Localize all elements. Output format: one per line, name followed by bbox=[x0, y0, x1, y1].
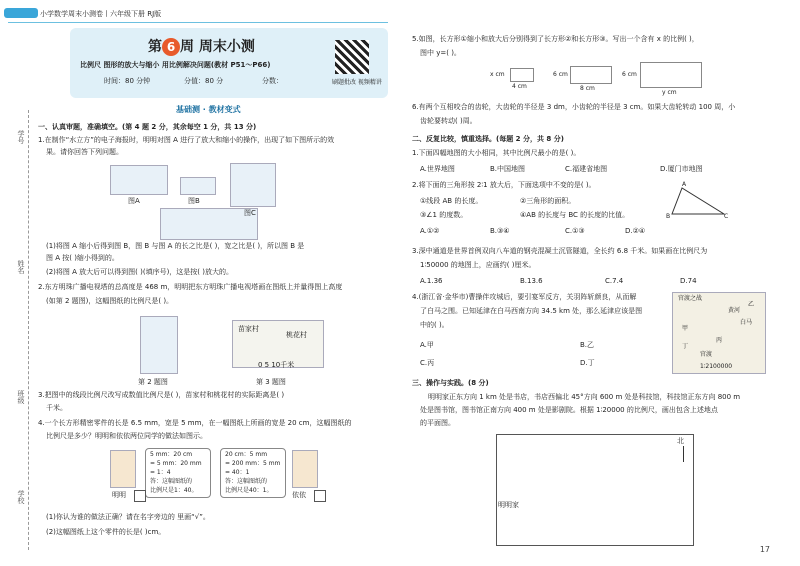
rect2-w: 8 cm bbox=[580, 85, 595, 92]
rect2-h: 6 cm bbox=[553, 71, 568, 78]
work-1: 5 mm：20 cm = 5 mm：20 mm = 1：4 答：这幅图纸的 比例尺是1：40。 bbox=[150, 451, 202, 494]
section-1: 一、认真审题，准确填空。(第 4 题 2 分，其余每空 1 分，共 13 分) bbox=[38, 123, 257, 131]
vertex-a: A bbox=[682, 181, 687, 188]
checkbox-kid2[interactable] bbox=[314, 490, 326, 502]
kid2-avatar bbox=[292, 450, 318, 488]
q1-e: (2)将图 A 放大后可以得到图( )(填序号)，这是按( )放大的。 bbox=[46, 268, 233, 276]
q10-opt-d[interactable]: D.丁 bbox=[580, 359, 595, 367]
logo bbox=[4, 8, 38, 18]
q7: 1.下面四幅地图的大小相同，其中比例尺最小的是( )。 bbox=[412, 149, 581, 157]
q11-a: 明明家正东方向 1 km 处是书店，书店西偏北 45°方向 600 m 处是科技馆，科技馆正东方向 800 m bbox=[428, 393, 741, 401]
vertex-b: B bbox=[666, 213, 671, 220]
q4-d: (2)这幅图纸上这个零件的长是( )cm。 bbox=[46, 528, 166, 536]
topic: 比例尺 图形的放大与缩小 用比例解决问题(教材 P51～P66) bbox=[80, 61, 271, 69]
home-label: 明明家 bbox=[498, 501, 519, 509]
week-title: 第 6 周 周末小测 bbox=[148, 39, 255, 55]
section-3: 三、操作与实践。(8 分) bbox=[412, 379, 489, 387]
label-number: 学号 bbox=[17, 130, 25, 144]
q10-opt-a[interactable]: A.甲 bbox=[420, 341, 434, 349]
q1-b: 果。请你回答下列问题。 bbox=[46, 148, 123, 156]
q3-a: 3.把图中的线段比例尺改写成数值比例尺是( )，苗家村和桃花村的实际距离是( ) bbox=[38, 391, 285, 399]
q1-a: 1.在制作“水立方”的电子海报时，明明对图 A 进行了放大和缩小的操作，出现了如下图所示的效 bbox=[38, 136, 335, 144]
page-number: 17 bbox=[759, 545, 770, 554]
north-arrow-icon bbox=[683, 446, 684, 462]
kid2-name: 依依 bbox=[292, 491, 306, 499]
section-2: 二、反复比较，慎重选择。(每题 2 分，共 8 分) bbox=[412, 135, 564, 143]
q8-opt-a[interactable]: A.①② bbox=[420, 227, 440, 235]
q4-a: 4.一个长方形精密零件的长是 6.5 mm，宽是 5 mm，在一幅图纸上所画的宽是 20 cm，这幅图纸的 bbox=[38, 419, 352, 427]
q1-c: (1)将图 A 缩小后得到图 B，图 B 与图 A 的长之比是( )，宽之比是( )，所以图 B 是 bbox=[46, 242, 305, 250]
q2-b: (如第 2 题图)，这幅图纸的比例尺是( )。 bbox=[46, 297, 174, 305]
label-b: 图B bbox=[188, 197, 200, 205]
q2-a: 2.东方明珠广播电视塔的总高度是 468 m，明明把东方明珠广播电视塔画在图纸上并量得图上高度 bbox=[38, 283, 343, 291]
q9-opt-b[interactable]: B.13.6 bbox=[520, 277, 543, 285]
rect3-w: y cm bbox=[662, 89, 677, 96]
work-2: 20 cm：5 mm = 200 mm：5 mm = 40：1 答：这幅图纸的 比例尺是40：1。 bbox=[225, 451, 281, 494]
place-guandu: 官渡 bbox=[700, 351, 713, 358]
section-basic: 基础测 · 教材变式 bbox=[176, 105, 241, 114]
figure-b bbox=[180, 177, 216, 195]
qr-code-icon[interactable] bbox=[335, 40, 369, 74]
q9-a: 3.深中通道是世界首例双向八车道的钢壳混凝土沉管隧道，全长约 6.8 千米。如果画在比例尺为 bbox=[412, 247, 708, 255]
kid1-name: 明明 bbox=[112, 491, 126, 499]
rect-3 bbox=[640, 62, 702, 88]
rect1-h: x cm bbox=[490, 71, 505, 78]
q7-opt-a[interactable]: A.世界地图 bbox=[420, 165, 455, 173]
place-baima: 白马 bbox=[740, 319, 753, 326]
rect-2 bbox=[570, 66, 612, 84]
map-scale: 1∶2100000 bbox=[700, 363, 733, 370]
figure-c bbox=[230, 163, 276, 207]
header-title: 小学数学周末小测卷丨六年级下册 RJ版 bbox=[40, 10, 162, 18]
cut-line bbox=[28, 110, 29, 550]
q3-b: 千米。 bbox=[46, 404, 67, 412]
fig3-caption: 第 3 题图 bbox=[256, 378, 286, 386]
q9-b: 1∶50000 的地图上，应画约( )厘米。 bbox=[420, 261, 536, 269]
village-b: 桃花村 bbox=[286, 331, 307, 339]
rect-1 bbox=[510, 68, 534, 82]
q10-c: 中的( )。 bbox=[420, 321, 449, 329]
scale-bar: 0 5 10千米 bbox=[258, 361, 295, 369]
north-label: 北 bbox=[677, 437, 684, 445]
q8: 2.将下面的三角形按 2∶1 放大后，下面选项中不变的是( )。 bbox=[412, 181, 596, 189]
place-bing: 丙 bbox=[716, 337, 723, 344]
q10-a: 4.(浙江省·金华市)曹操伴攻城后，要引宴军反方，关羽阵斩颜良，从而解 bbox=[412, 293, 637, 301]
place-yi: 乙 bbox=[748, 301, 755, 308]
q10-opt-c[interactable]: C.丙 bbox=[420, 359, 435, 367]
q4-b: 比例尺是多少？明明和依依两位同学的做法如图示。 bbox=[46, 432, 207, 440]
map-title: 官渡之战 bbox=[678, 295, 703, 302]
village-a: 苗家村 bbox=[238, 325, 259, 333]
drawing-area[interactable] bbox=[496, 434, 694, 546]
triangle-figure bbox=[668, 182, 732, 222]
q8-item-2: ②三角形的面积。 bbox=[520, 197, 576, 205]
q11-c: 的平面图。 bbox=[420, 419, 455, 427]
kid1-avatar bbox=[110, 450, 136, 488]
q5-a: 5.如图，长方形①缩小和放大后分别得到了长方形②和长方形③。写出一个含有 x 的比例( )， bbox=[412, 35, 699, 43]
q5-b: 图中 y=( )。 bbox=[420, 49, 461, 57]
figure-2 bbox=[140, 316, 178, 374]
fig2-caption: 第 2 题图 bbox=[138, 378, 168, 386]
q7-opt-b[interactable]: B.中国地图 bbox=[490, 165, 526, 173]
q7-opt-c[interactable]: C.福建省地图 bbox=[565, 165, 608, 173]
q10-opt-b[interactable]: B.乙 bbox=[580, 341, 595, 349]
q4-c: (1)你认为谁的做法正确？请在名字旁边的 里画“√”。 bbox=[46, 513, 210, 521]
figure-a bbox=[110, 165, 168, 195]
score: 分值：80 分 bbox=[184, 77, 224, 85]
rect3-h: 6 cm bbox=[622, 71, 637, 78]
q6-b: 齿轮要转动( )周。 bbox=[420, 117, 477, 125]
q9-opt-d[interactable]: D.74 bbox=[680, 277, 697, 285]
label-class: 班级 bbox=[17, 390, 25, 404]
vertex-c: C bbox=[724, 213, 729, 220]
q8-item-3: ③∠1 的度数。 bbox=[420, 211, 468, 219]
result: 分数： bbox=[262, 77, 283, 85]
label-name: 姓名 bbox=[17, 260, 25, 274]
q9-opt-c[interactable]: C.7.4 bbox=[605, 277, 624, 285]
checkbox-kid1[interactable] bbox=[134, 490, 146, 502]
q1-d: 图 A 按( )缩小得到的。 bbox=[46, 254, 119, 262]
q8-item-1: ①线段 AB 的长度。 bbox=[420, 197, 483, 205]
q8-opt-b[interactable]: B.③④ bbox=[490, 227, 510, 235]
q10-b: 了白马之围。已知延津在白马西南方向 34.5 km 处，那么延津应该是图 bbox=[420, 307, 643, 315]
q11-b: 处是图书馆，图书馆正南方向 400 m 处是影剧院。根据 1∶20000 的比例尺，画出包含上述地点 bbox=[420, 406, 718, 414]
time: 时间：80 分钟 bbox=[104, 77, 151, 85]
place-ding: 丁 bbox=[682, 343, 689, 350]
label-school: 学校 bbox=[17, 490, 25, 504]
q8-opt-d[interactable]: D.②④ bbox=[625, 227, 646, 235]
qr-caption: 刷题批改 视频精讲 bbox=[332, 79, 382, 86]
label-a: 图A bbox=[128, 197, 140, 205]
rect1-w: 4 cm bbox=[512, 83, 527, 90]
place-river: 黄河 bbox=[728, 307, 741, 314]
q7-opt-d[interactable]: D.厦门市地图 bbox=[660, 165, 703, 173]
q8-item-4: ④AB 的长度与 BC 的长度的比值。 bbox=[520, 211, 630, 219]
place-jia: 甲 bbox=[682, 325, 689, 332]
q8-opt-c[interactable]: C.①③ bbox=[565, 227, 585, 235]
label-c: 图C bbox=[244, 209, 256, 217]
q9-opt-a[interactable]: A.1.36 bbox=[420, 277, 443, 285]
q6-a: 6.有两个互相咬合的齿轮，大齿轮的半径是 3 dm，小齿轮的半径是 3 cm。如果大齿轮转动 100 周，小 bbox=[412, 103, 736, 111]
